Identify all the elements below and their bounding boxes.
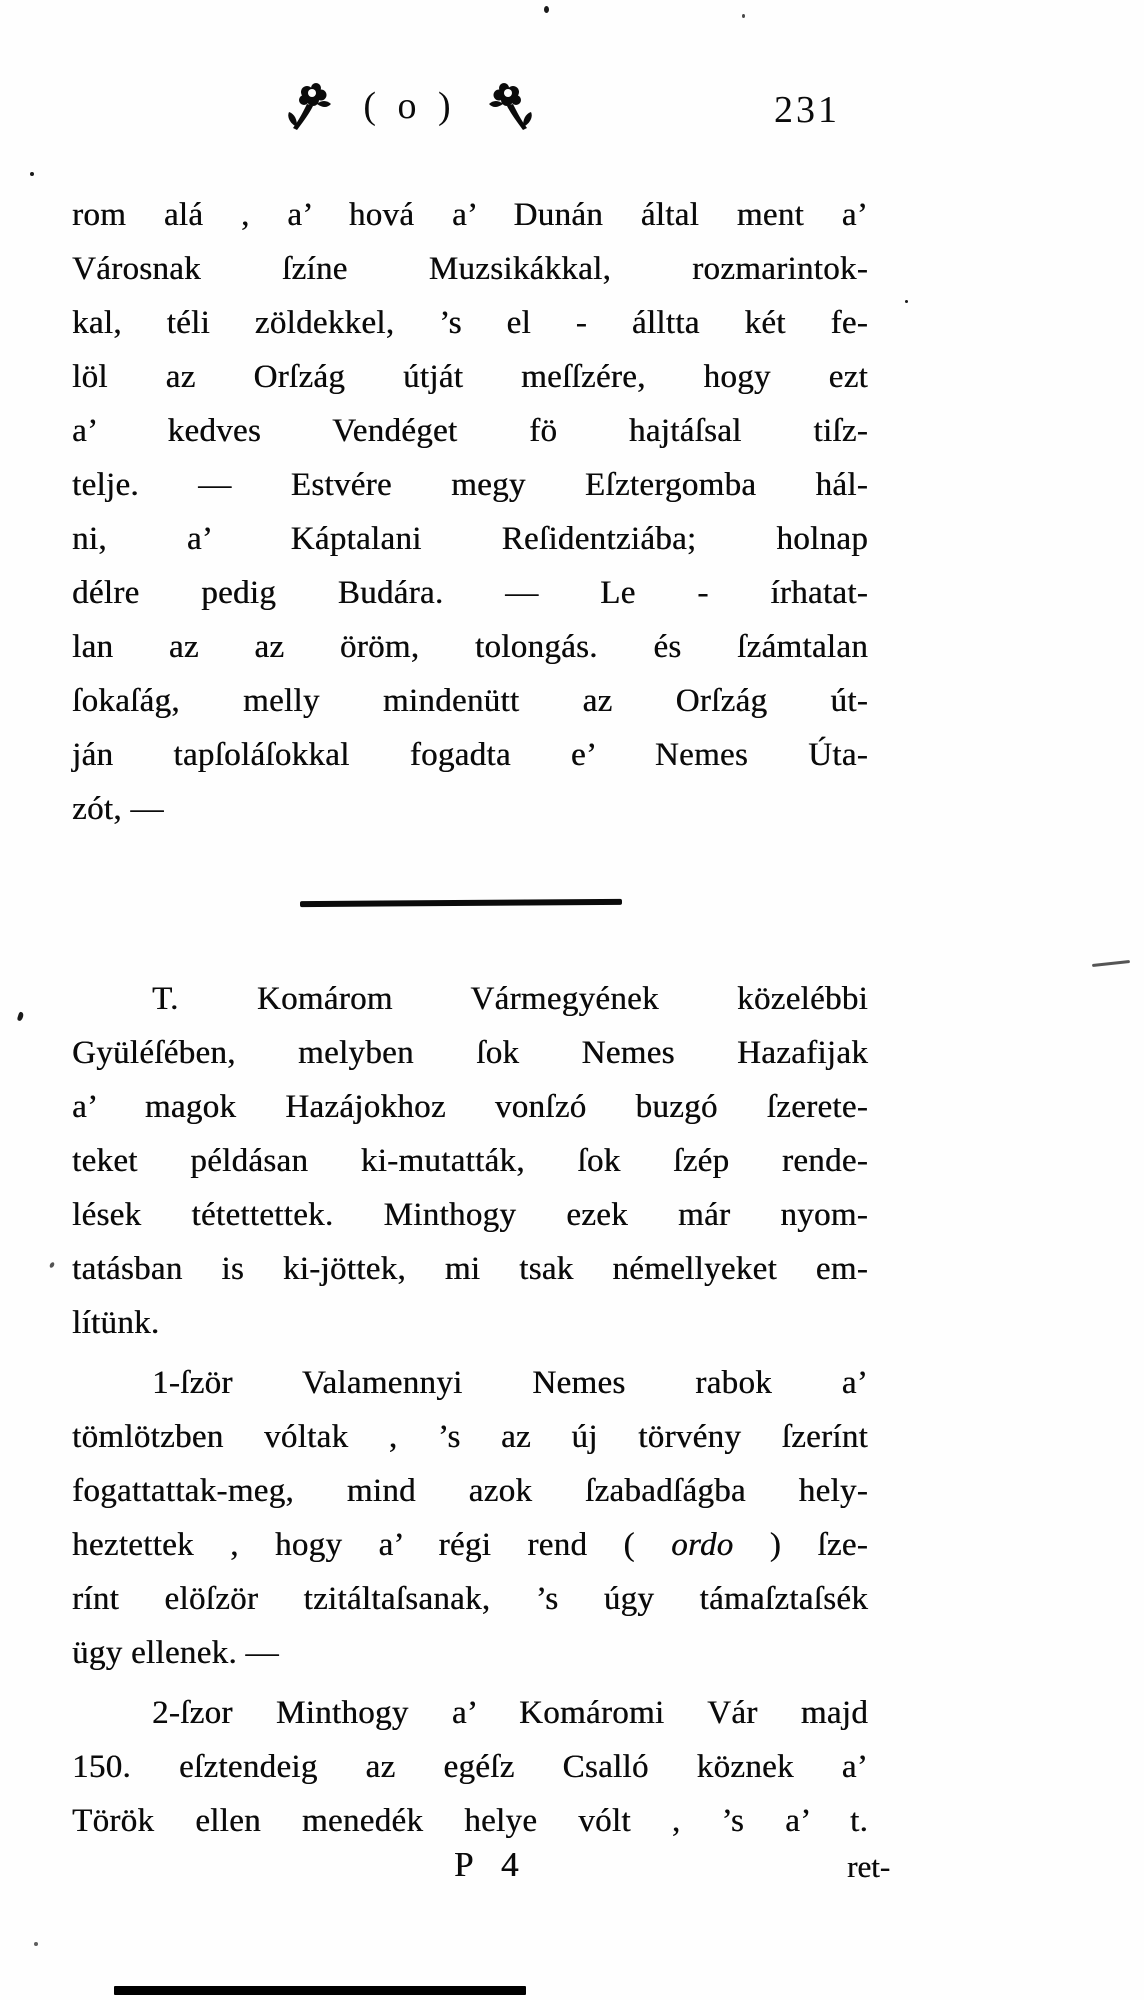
scan-speck [30,172,34,176]
text-line: Városnak ſzíne Muzsikákkal, rozmarintok- [72,251,868,287]
page-footer [72,1845,895,1899]
text-line: lan az az öröm, tolongás. és ſzámtalan [72,629,868,665]
text-line: rom alá , a’ hová a’ Dunán által ment a’ [72,197,868,233]
scan-speck [34,1942,38,1946]
floral-rosette-right-icon [483,78,537,138]
scan-speck [742,14,745,18]
page-number: 231 [774,89,840,131]
text-line: lések tétettettek. Minthogy ezek már nyom- [72,1197,868,1233]
scan-speck [905,300,908,303]
text-line: tömlötzben vóltak , ’s az új törvény ſzerínt [72,1419,868,1455]
text-line: a’ kedves Vendéget fö hajtáſsal tiſz- [72,413,868,449]
header-center-mark: ( o ) [363,85,457,127]
text-segment: heztettek , hogy a’ régi rend ( [72,1527,672,1563]
catchword: ret- [847,1849,891,1884]
paragraph-2 [72,972,868,1350]
text-line: 2-ſzor Minthogy a’ Komáromi Vár majd [152,1695,868,1731]
text-line: zót, — [72,791,164,827]
scan-speck [17,1011,25,1021]
text-segment: ) ſze- [733,1527,868,1563]
text-line: telje. — Estvére megy Eſztergomba hál- [72,467,868,503]
text-line: ján tapſoláſokkal fogadta e’ Nemes Úta- [72,737,868,773]
text-line: T. Komárom Vármegyének közelébbi [152,981,868,1017]
scan-edge-bar [114,1986,526,1995]
text-line: délre pedig Budára. — Le - írhatat- [72,575,868,611]
text-line: teket példásan ki-mutatták, ſok ſzép rende- [72,1143,868,1179]
paragraph-1 [72,188,868,836]
text-line: fogattattak-meg, mind azok ſzabadſágba hely- [72,1473,868,1509]
text-line: kal, téli zöldekkel, ’s el - álltta két fe- [72,305,868,341]
text-line-with-latin-term [72,1518,868,1572]
page-header [72,66,868,156]
floral-rosette-left-icon [283,78,337,138]
section-divider-rule [300,899,622,907]
scan-speck [544,6,549,13]
text-line: ni, a’ Káptalani Reſidentziába; holnap [72,521,868,557]
text-line: 150. eſztendeig az egéſz Csalló köznek a’ [72,1749,868,1785]
margin-mark [1092,960,1130,967]
text-line: a’ magok Hazájokhoz vonſzó buzgó ſzerete- [72,1089,868,1125]
text-line: löl az Orſzág útját meſſzére, hogy ezt [72,359,868,395]
latin-term-ordo: ordo [671,1527,734,1563]
text-line: rínt elöſzör tzitáltaſsanak, ’s úgy támaſztaſsék [72,1581,868,1617]
paragraph-4 [72,1686,868,1848]
paragraph-3 [72,1356,868,1680]
signature-mark: P 4 [454,1845,529,1884]
header-ornament-row [72,66,748,150]
text-line: ſokaſág, melly mindenütt az Orſzág út- [72,683,868,719]
scan-speck [49,1261,55,1268]
text-line: tatásban is ki-jöttek, mi tsak némellyeket em- [72,1251,868,1287]
text-line: ügy ellenek. — [72,1635,279,1671]
text-line: lítünk. [72,1305,160,1341]
text-line: Török ellen menedék helye vólt , ’s a’ t. [72,1803,868,1839]
text-line: Gyüléſében, melyben ſok Nemes Hazafijak [72,1035,868,1071]
text-line: 1-ſzör Valamennyi Nemes rabok a’ [152,1365,868,1401]
